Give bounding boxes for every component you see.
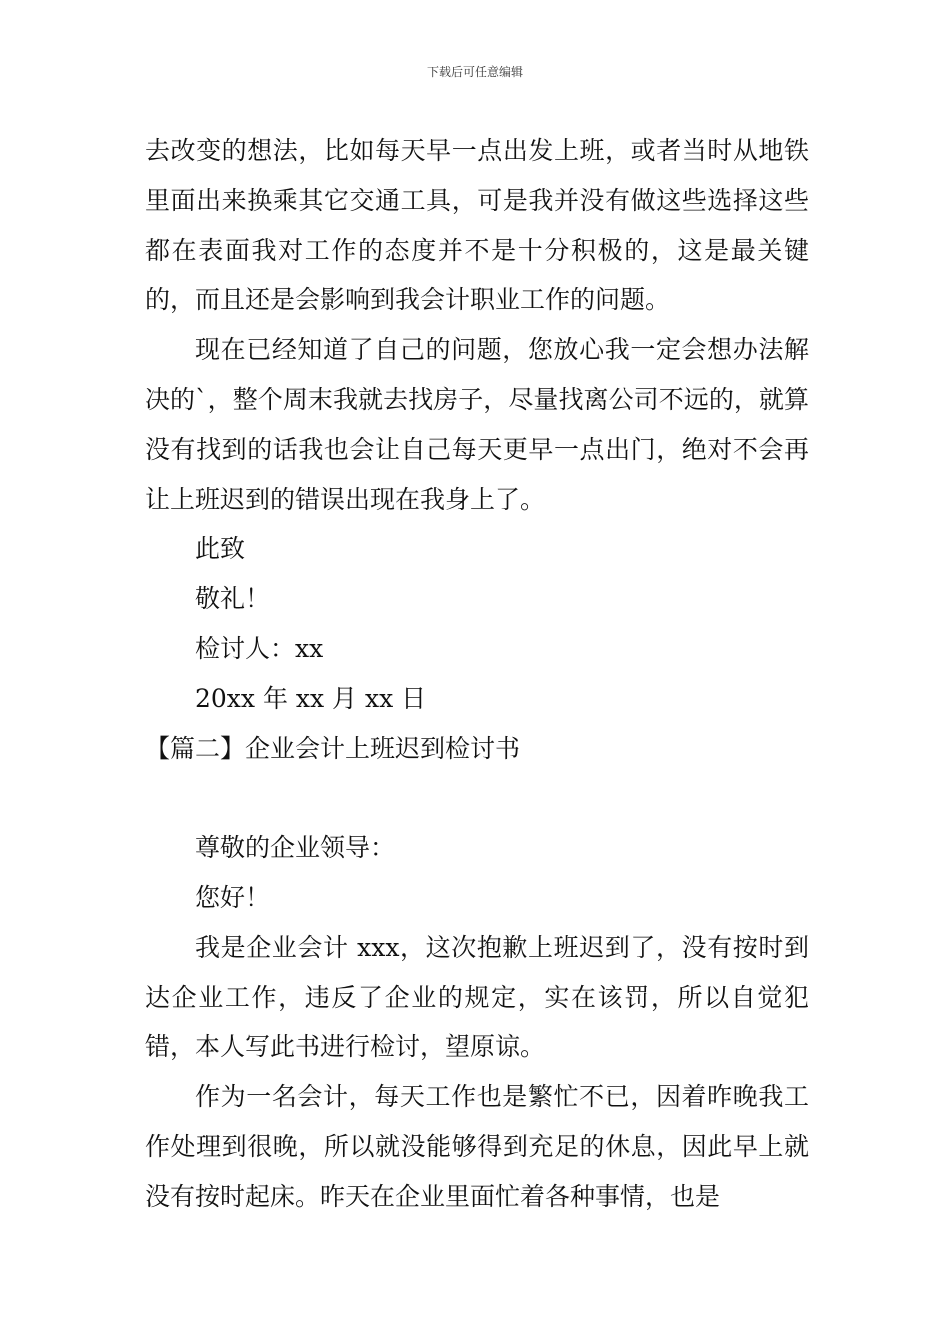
paragraph-resolution: 现在已经知道了自己的问题，您放心我一定会想办法解决的`，整个周末我就去找房子，尽量找离公司不远的，就算没有找到的话我也会让自己每天更早一点出门，绝对不会再让上班迟到的错误出现在我身上了。: [145, 335, 809, 514]
paragraph-apology: 我是企业会计 xxx，这次抱歉上班迟到了，没有按时到达企业工作，违反了企业的规定，实在该罚，所以自觉犯错，本人写此书进行检讨，望原谅。: [145, 932, 809, 1062]
greeting-line: 您好！: [195, 882, 271, 912]
salutation-line: 尊敬的企业领导：: [195, 833, 396, 863]
blank-line: [145, 773, 809, 823]
paragraph-explanation: 作为一名会计，每天工作也是繁忙不已，因着昨晚我工作处理到很晚，所以就没能够得到充足的休息，因此早上就没有按时起床。昨天在企业里面忙着各种事情，也是: [145, 1082, 809, 1211]
closing-line-1: 此致: [195, 534, 246, 564]
section-title: 【篇二】企业会计上班迟到检讨书: [145, 733, 521, 763]
document-body: [145, 126, 809, 1222]
page-header-note: 下载后可任意编辑: [426, 65, 523, 79]
date-line: 20xx 年 xx 月 xx 日: [195, 683, 427, 713]
signer-line: 检讨人：xx: [195, 633, 324, 663]
closing-line-2: 敬礼！: [195, 584, 271, 614]
paragraph-continuation: 去改变的想法，比如每天早一点出发上班，或者当时从地铁里面出来换乘其它交通工具，可是我并没有做这些选择这些都在表面我对工作的态度并不是十分积极的，这是最关键的，而且还是会影响到我会计职业工作的问题。: [145, 136, 809, 315]
